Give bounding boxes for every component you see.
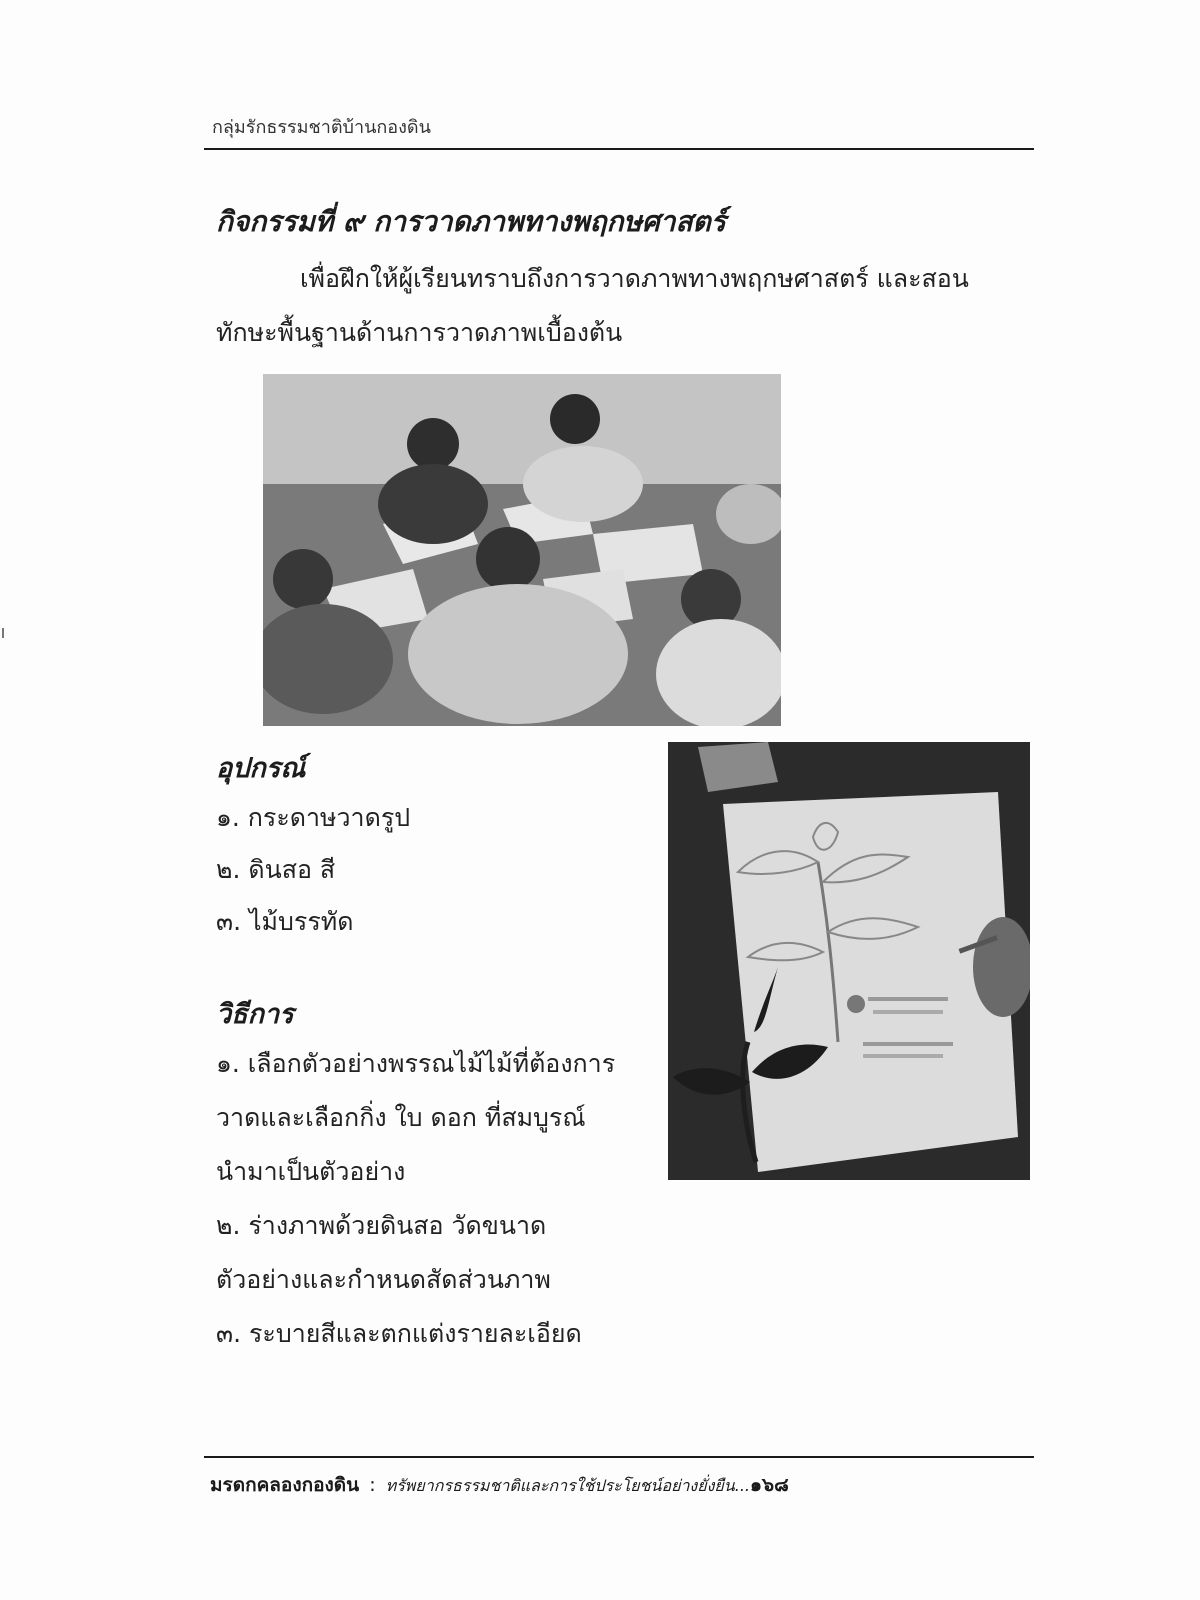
footer-book-title: มรดกคลองกองดิน [210,1474,360,1496]
method-line: ๓. ระบายสีและตกแต่งรายละเอียด [216,1319,582,1348]
running-header: กลุ่มรักธรรมชาติบ้านกองดิน [212,117,431,138]
page-footer [210,1470,789,1500]
equipment-item: ๒. ดินสอ สี [216,855,336,884]
equipment-item: ๑. กระดาษวาดรูป [216,803,411,832]
page-number: ๑๖๘ [750,1474,789,1496]
method-line: นำมาเป็นตัวอย่าง [216,1157,406,1186]
scan-mark [2,628,4,638]
children-drawing-illustration [263,374,781,726]
footer-separator: : [369,1474,376,1496]
method-line: ๑. เลือกตัวอย่างพรรณไม้ไม้ที่ต้องการ [216,1049,616,1078]
method-line: วาดและเลือกกิ่ง ใบ ดอก ที่สมบูรณ์ [216,1103,586,1132]
botanical-drawing-photo [668,742,1030,1180]
children-drawing-photo [263,374,781,726]
footer-subtitle: ทรัพยากรธรรมชาติและการใช้ประโยชน์อย่างยั่งยืน... [385,1476,750,1495]
activity-title: กิจกรรมที่ ๙ การวาดภาพทางพฤกษศาสตร์ [216,205,726,238]
header-rule [204,148,1034,150]
method-line: ตัวอย่างและกำหนดสัดส่วนภาพ [216,1265,551,1294]
intro-line-2: ทักษะพื้นฐานด้านการวาดภาพเบื้องต้น [216,318,623,347]
botanical-drawing-illustration [668,742,1030,1180]
footer-rule [204,1456,1034,1458]
equipment-heading: อุปกรณ์ [216,753,306,784]
method-line: ๒. ร่างภาพด้วยดินสอ วัดขนาด [216,1211,547,1240]
method-heading: วิธีการ [216,999,294,1030]
equipment-item: ๓. ไม้บรรทัด [216,907,354,936]
activity-intro [216,252,1026,360]
intro-line-1: เพื่อฝึกให้ผู้เรียนทราบถึงการวาดภาพทางพฤกษศาสตร์ และสอน [300,264,969,293]
